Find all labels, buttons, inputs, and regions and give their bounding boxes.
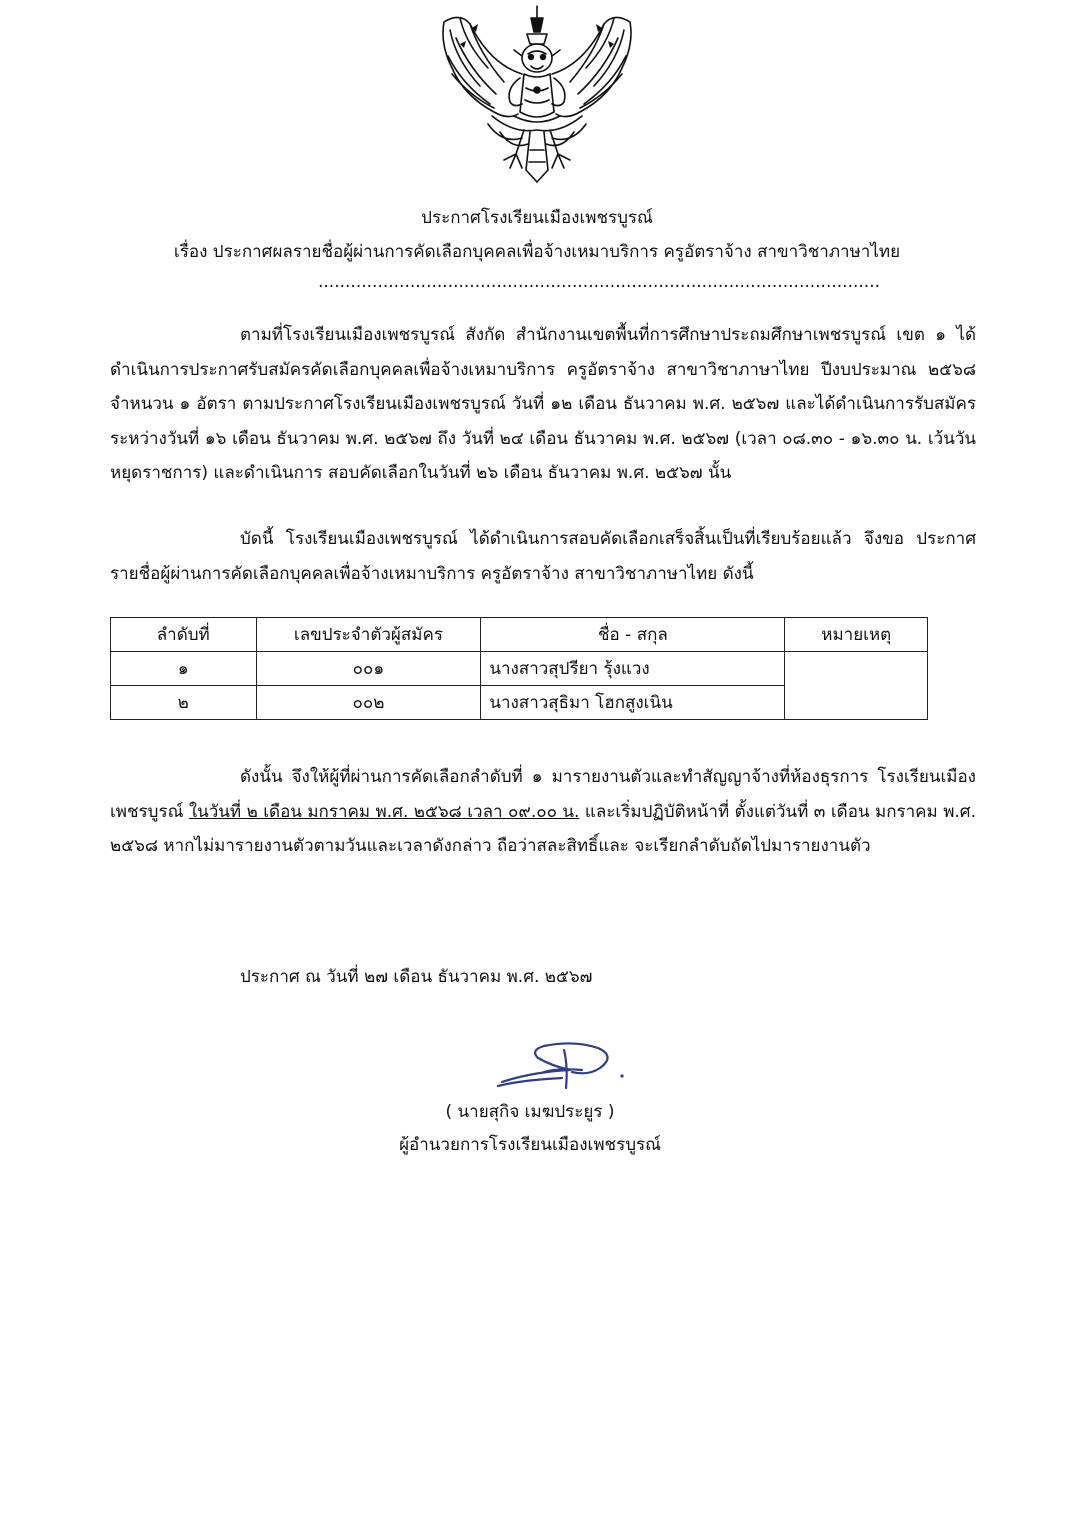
cell-applicant-id: ๐๐๑ [256,652,481,686]
paragraph-3-part-2: และเริ่มปฏิบัติหน้าที่ ตั้งแต่วันที่ ๓ เดือน มกราคม พ.ศ. ๒๕๖๘ หากไม่มารายงานตัวตามวันและเวลาดังกล่าว ถือว่าสละสิทธิ์และ จะเรียกลำดับถัดไปมารายงานตัว [110,801,976,856]
cell-name: นางสาวสุปรียา รุ้งแวง [481,652,785,686]
table-header-row [111,618,928,652]
cell-name: นางสาวสุธิมา โฮกสูงเนิน [481,686,785,720]
column-header-note: หมายเหตุ [785,618,928,652]
column-header-applicant-id: เลขประจำตัวผู้สมัคร [256,618,481,652]
signer-name: ( นายสุกิจ เมฆประยูร ) [445,1102,615,1122]
body-paragraph-2: บัดนี้ โรงเรียนเมืองเพชรบูรณ์ ได้ดำเนินการสอบคัดเลือกเสร็จสิ้นเป็นที่เรียบร้อยแล้ว จึงขอ ประกาศรายชื่อผู้ผ่านการคัดเลือกบุคคลเพื่อจ้างเหมาบริการ ครูอัตราจ้าง สาขาวิชาภาษาไทย ดังนี้ [110,529,976,584]
cell-note [785,652,928,720]
signer-position: ผู้อำนวยการโรงเรียนเมืองเพชรบูรณ์ [399,1135,661,1155]
cell-applicant-id: ๐๐๒ [256,686,481,720]
body-paragraph-1: ตามที่โรงเรียนเมืองเพชรบูรณ์ สังกัด สำนักงานเขตพื้นที่การศึกษาประถมศึกษาเพชรบูรณ์ เขต ๑ ได้ดำเนินการประกาศรับสมัครคัดเลือกบุคคลเพื่อจ้างเหมาบริการ ครูอัตราจ้าง สาขาวิชาภาษาไทย ปีงบประมาณ ๒๕๖๘ จำหนวน ๑ อัตรา ตามประกาศโรงเรียนเมืองเพชรบูรณ์ วันที่ ๑๒ เดือน ธันวาคม พ.ศ. ๒๕๖๗ และได้ดำเนินการรับสมัครระหว่างวันที่ ๑๖ เดือน ธันวาคม พ.ศ. ๒๕๖๗ ถึง วันที่ ๒๔ เดือน ธันวาคม พ.ศ. ๒๕๖๗ (เวลา ๐๘.๓๐ - ๑๖.๓๐ น. เว้นวันหยุดราชการ) และดำเนินการ สอบคัดเลือกในวันที่ ๒๖ เดือน ธันวาคม พ.ศ. ๒๕๖๗ นั้น [110,325,976,483]
paragraph-3-part-1: ดังนั้น จึงให้ผู้ที่ผ่านการคัดเลือกลำดับที่ ๑ มารายงานตัวและทำสัญญาจ้างที่ห้องธุรการ โรงเรียนเมืองเพชรบูรณ์ [110,767,976,822]
announcement-subject: เรื่อง ประกาศผลรายชื่อผู้ผ่านการคัดเลือกบุคคลเพื่อจ้างเหมาบริการ ครูอัตราจ้าง สาขาวิชาภาษาไทย [173,242,901,262]
table-row [111,652,928,686]
results-table [110,617,928,720]
column-header-name: ชื่อ - สกุล [481,618,785,652]
column-header-order: ลำดับที่ [111,618,257,652]
announcement-title: ประกาศโรงเรียนเมืองเพชรบูรณ์ [421,208,653,228]
cell-order: ๒ [111,686,257,720]
header-separator: ........................................................................................................ [318,272,880,292]
announcement-date: ประกาศ ณ วันที่ ๒๗ เดือน ธันวาคม พ.ศ. ๒๕๖๗ [240,967,593,987]
garuda-emblem-icon [430,4,644,186]
body-paragraph-3 [110,760,976,864]
cell-order: ๑ [111,652,257,686]
signature-image [492,1036,632,1092]
report-date-underlined: ในวันที่ ๒ เดือน มกราคม พ.ศ. ๒๕๖๘ เวลา ๐๙.๐๐ น. [188,801,580,822]
